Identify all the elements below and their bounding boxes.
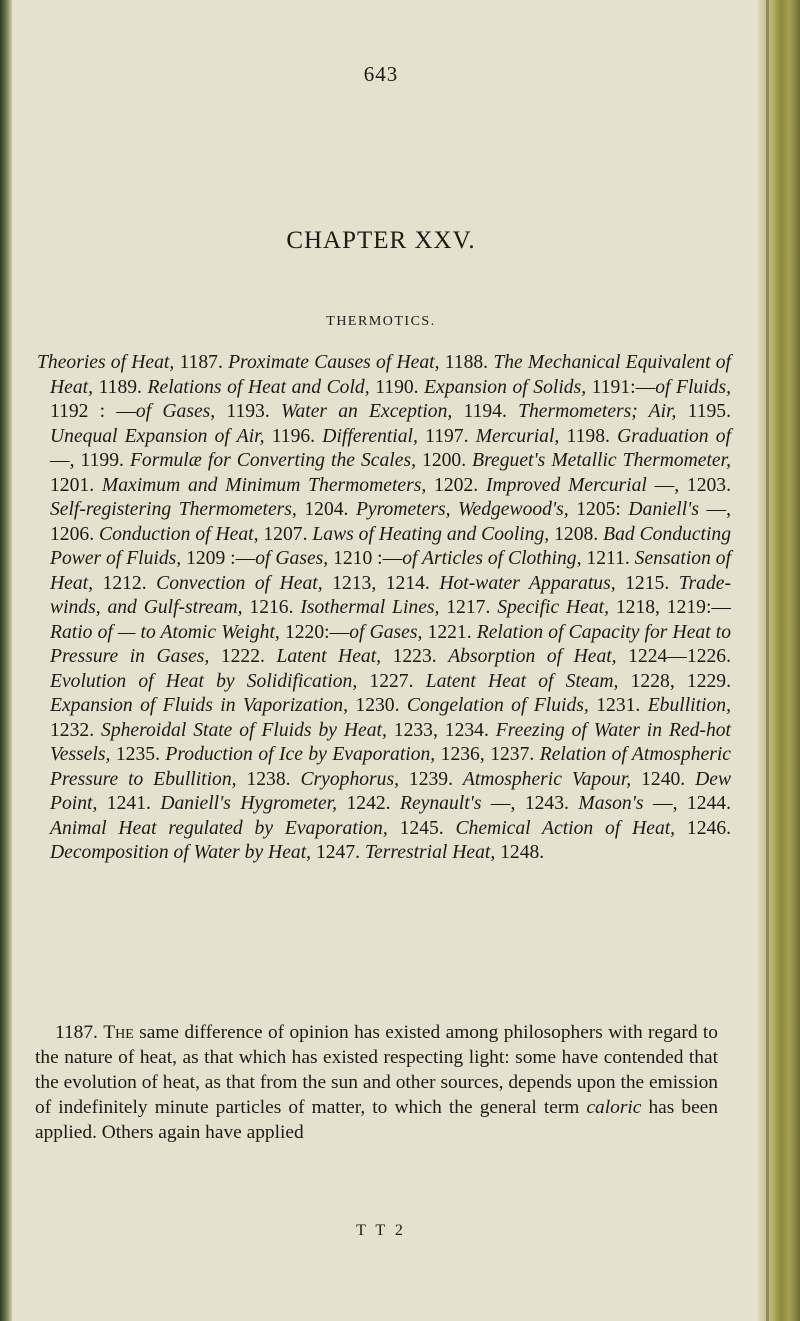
contents-section-number: 1248.: [495, 842, 545, 863]
contents-section-number: 1210 :—: [328, 548, 403, 569]
contents-topic: Spheroidal State of Fluids by Heat,: [101, 719, 387, 741]
contents-section-number: 1205:: [568, 499, 629, 520]
contents-topic: Graduation of: [617, 425, 732, 447]
contents-topic: of Articles of Clothing,: [402, 548, 582, 569]
contents-topic: Formulæ for Converting the Scales,: [129, 450, 416, 471]
paragraph-text-continued: has been applied. Others again have applied: [35, 1097, 718, 1143]
contents-section-number: 1231.: [588, 695, 648, 716]
contents-section-number: —, 1206.: [50, 499, 732, 545]
contents-section-number: 1238.: [236, 768, 301, 790]
chapter-heading: CHAPTER XXV.: [286, 227, 476, 254]
contents-section-number: 1200.: [415, 450, 473, 471]
book-binding-edge: [758, 0, 800, 1321]
contents-section-number: 1223.: [381, 646, 449, 667]
contents-section-number: 1239.: [398, 768, 463, 790]
contents-topic: Daniell's: [628, 499, 699, 520]
contents-section-number: 1217.: [439, 597, 498, 618]
contents-section-number: 1235.: [110, 744, 166, 765]
contents-section-number: 1220:—: [279, 621, 350, 643]
contents-topic: Decomposition of Water by Heat,: [50, 842, 312, 863]
contents-section-number: 1201.: [50, 474, 102, 496]
contents-section-number: 1197.: [417, 425, 476, 447]
contents-topic: Theories of Heat,: [37, 352, 175, 373]
contents-section-number: 1221.: [422, 621, 477, 643]
contents-topic: of Gases,: [135, 401, 216, 422]
contents-topic: Daniell's Hygrometer,: [160, 793, 338, 814]
contents-section-number: 1207.: [258, 523, 313, 545]
contents-section-number: 1246.: [675, 817, 732, 839]
contents-section-number: 1232.: [50, 719, 102, 741]
contents-topic: Specific Heat,: [497, 597, 610, 618]
contents-section-number: 1245.: [387, 817, 456, 839]
contents-topic: Maximum and Minimum Thermometers,: [101, 474, 427, 496]
contents-topic: Production of Ice by Evaporation,: [165, 744, 436, 765]
contents-topic: Mason's: [578, 793, 644, 814]
contents-topic: Expansion of Solids,: [424, 376, 587, 398]
italic-term: caloric: [586, 1097, 642, 1118]
contents-section-number: 1208.: [549, 523, 604, 545]
signature-mark: T T 2: [356, 1222, 406, 1239]
contents-section-number: 1211.: [581, 548, 635, 569]
contents-topic: Chemical Action of Heat,: [455, 817, 676, 839]
contents-section-number: 1224—1226.: [616, 646, 731, 667]
contents-topic: Water an Exception,: [280, 401, 453, 422]
contents-section-number: 1228, 1229.: [618, 670, 731, 692]
contents-topic: Unequal Expansion of Air,: [50, 425, 265, 447]
contents-topic: Sensation of Heat,: [50, 548, 732, 594]
contents-section-number: 1222.: [209, 646, 277, 667]
contents-topic: Reynault's: [400, 793, 482, 814]
contents-section-number: —, 1243.: [481, 793, 579, 814]
paragraph-lead-word: The: [103, 1022, 134, 1043]
contents-section-number: 1213, 1214.: [322, 572, 440, 594]
contents-section-number: 1204.: [296, 499, 356, 520]
contents-topic: Latent Heat of Steam,: [425, 670, 619, 692]
contents-topic: Animal Heat regulated by Evaporation,: [50, 817, 388, 839]
contents-topic: Self-registering Thermometers,: [50, 499, 297, 520]
contents-topic: Conduction of Heat,: [99, 523, 259, 545]
contents-section-number: —, 1244.: [643, 793, 731, 814]
contents-section-number: 1190.: [369, 376, 425, 398]
contents-topic: Relations of Heat and Cold,: [147, 376, 370, 398]
contents-topic: The Mechanical Equivalent of Heat,: [50, 352, 731, 398]
book-page: [22, 0, 740, 1321]
contents-topic: Breguet's Metallic Thermometer,: [472, 450, 731, 471]
contents-section-number: 1230.: [347, 695, 407, 716]
contents-topic: Trade-winds, and Gulf-stream,: [50, 572, 731, 618]
contents-section-number: 1233, 1234.: [386, 719, 496, 741]
paragraph-number: 1187.: [55, 1022, 98, 1043]
contents-section-number: 1192 : —: [50, 401, 136, 422]
contents-topic: Bad Conducting Power of Fluids,: [50, 523, 732, 569]
contents-topic: Dew Point,: [50, 768, 732, 814]
contents-section-number: 1198.: [559, 425, 618, 447]
contents-section-number: 1202.: [426, 474, 486, 496]
contents-topic: Congelation of Fluids,: [406, 695, 589, 716]
contents-section-number: 1195.: [676, 401, 731, 422]
body-paragraph: [35, 1020, 718, 1145]
contents-topic: Atmospheric Vapour,: [462, 768, 632, 790]
contents-section-number: 1241.: [97, 793, 161, 814]
contents-section-number: 1227.: [357, 670, 426, 692]
left-page-edge: [0, 0, 12, 1321]
contents-section-number: 1189.: [93, 376, 148, 398]
contents-section-number: —, 1203.: [646, 474, 732, 496]
contents-topic: Mercurial,: [475, 425, 560, 447]
contents-section-number: 1247.: [311, 842, 365, 863]
contents-topic: Absorption of Heat,: [448, 646, 617, 667]
contents-section-number: 1187.: [174, 352, 229, 373]
contents-section-number: 1191:—: [586, 376, 656, 398]
contents-section-number: 1240.: [631, 768, 696, 790]
page-number: 643: [363, 62, 399, 86]
paragraph-text: same difference of opinion has existed among philosophers with regard to the nature of heat, as that which has existed respecting light: some have contended that the evolution of heat, as that from the sun and other sources, depends upon the emission of indefinitely minute particles of matter, to which the general term: [35, 1022, 718, 1118]
contents-section-number: 1216.: [242, 597, 301, 618]
contents-section-number: 1218, 1219:—: [609, 597, 732, 618]
contents-section-number: 1212.: [93, 572, 157, 594]
contents-topic: Pyrometers, Wedgewood's,: [355, 499, 569, 520]
contents-topic: Ratio of — to Atomic Weight,: [50, 621, 280, 643]
contents-topic: Ebullition,: [647, 695, 731, 716]
contents-topic: Differential,: [322, 425, 418, 447]
contents-topic: Expansion of Fluids in Vaporization,: [50, 695, 348, 716]
contents-topic: of Gases,: [255, 548, 329, 569]
contents-topic: Thermometers; Air,: [518, 401, 677, 422]
contents-topic: Proximate Causes of Heat,: [228, 352, 440, 373]
contents-topic: Hot-water Apparatus,: [439, 572, 616, 594]
contents-section-number: 1209 :—: [181, 548, 256, 569]
contents-topic: Relation of Atmospheric Pressure to Ebullition,: [50, 744, 731, 790]
contents-topic: of Fluids,: [655, 376, 731, 398]
contents-section-number: 1236, 1237.: [435, 744, 540, 765]
contents-topic: Laws of Heating and Cooling,: [312, 523, 550, 545]
contents-section-number: 1193.: [215, 401, 281, 422]
chapter-contents-summary: [37, 351, 731, 866]
contents-section-number: 1242.: [337, 793, 400, 814]
chapter-subtitle: THERMOTICS.: [326, 314, 436, 329]
contents-section-number: 1215.: [615, 572, 679, 594]
contents-section-number: 1196.: [264, 425, 323, 447]
contents-section-number: 1194.: [452, 401, 519, 422]
contents-topic: Improved Mercurial: [485, 474, 647, 496]
contents-topic: Freezing of Water in Red-hot Vessels,: [50, 719, 731, 765]
contents-section-number: —, 1199.: [50, 450, 130, 471]
contents-topic: Relation of Capacity for Heat to Pressure in Gases,: [50, 621, 732, 667]
contents-topic: Latent Heat,: [276, 646, 382, 667]
contents-topic: Evolution of Heat by Solidification,: [50, 670, 358, 692]
contents-topic: Isothermal Lines,: [300, 597, 440, 618]
contents-topic: Terrestrial Heat,: [364, 842, 496, 863]
contents-topic: Cryophorus,: [300, 768, 399, 790]
contents-topic: Convection of Heat,: [156, 572, 323, 594]
contents-topic: of Gases,: [349, 621, 423, 643]
contents-section-number: 1188.: [439, 352, 494, 373]
